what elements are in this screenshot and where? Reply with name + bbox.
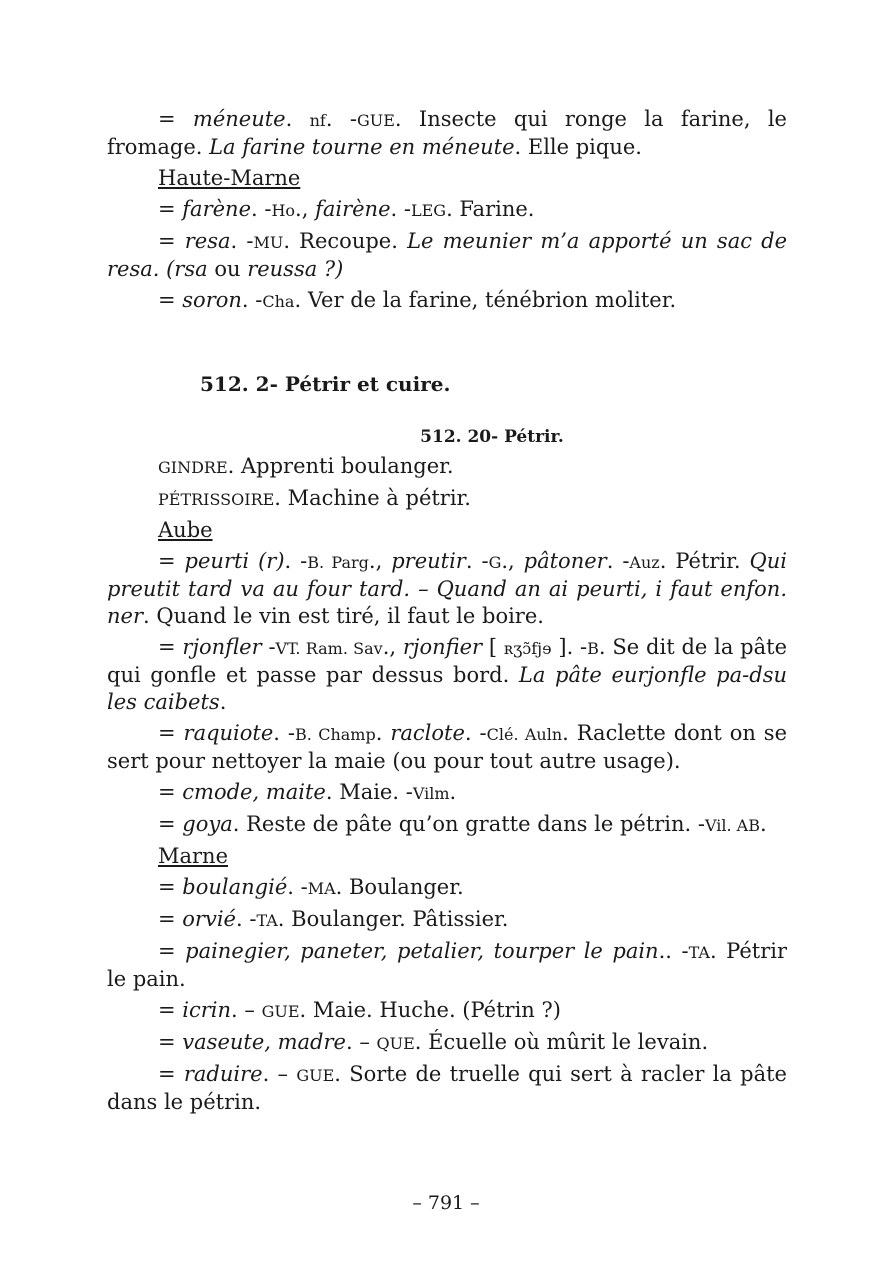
text-segment: = [158, 812, 183, 836]
text-segment: = [158, 549, 185, 573]
text-segment: = [158, 875, 183, 899]
italic-term: icrin [182, 998, 232, 1022]
entry-painegier [107, 938, 787, 993]
text-segment: . - [390, 197, 411, 221]
italic-term: La farine tourne en méneute [209, 135, 515, 159]
italic-term: rjonfier [402, 635, 483, 659]
italic-term: farène [182, 197, 251, 221]
entry-resa [107, 228, 787, 283]
text-segment: . Reste de pâte qu’on gratte dans le pétrin. - [232, 812, 705, 836]
text-segment: = [158, 107, 193, 131]
italic-term: soron [182, 288, 242, 312]
italic-term: Le meunier m’a apporté un sac de resa. (rsa [107, 229, 787, 281]
document-page [107, 106, 787, 1120]
text-segment: . Farine. [446, 197, 535, 221]
italic-term: orvié [182, 907, 236, 931]
text-segment: . [219, 690, 227, 714]
text-segment: . Raclette dont on se sert pour nettoyer la maie (ou pour tout autre usage). [107, 721, 788, 773]
abbreviation: B [587, 639, 599, 658]
entry-farene [107, 196, 787, 224]
text-segment: . Insecte qui ronge la farine, le fromage. [107, 107, 787, 159]
text-segment: = [158, 998, 183, 1022]
italic-term: reussa ?) [247, 257, 344, 281]
italic-term: Qui preutit tard va au four tard. – Quand an ai peurti, i faut enfon. ner [107, 549, 787, 628]
abbreviation: Vil. AB [705, 816, 760, 835]
abbreviation: Clé. Auln [486, 725, 563, 744]
italic-term: raclote [390, 721, 465, 745]
entry-goya [107, 811, 787, 839]
italic-term: raquiote [183, 721, 274, 745]
text-segment: ., [368, 549, 392, 573]
abbreviation: MA [307, 879, 336, 898]
entry-rjonfler [107, 634, 787, 716]
italic-term: fairène [315, 197, 391, 221]
abbreviation: Auz [629, 553, 660, 572]
text-segment: . – [262, 1062, 297, 1086]
entry-icrin [107, 997, 787, 1025]
abbreviation: GUE [296, 1066, 335, 1085]
entry-cmode [107, 779, 787, 807]
italic-term: resa [184, 229, 231, 253]
italic-term: rjonfler [182, 635, 262, 659]
italic-term: painegier, paneter, petalier, tourper le pain [185, 939, 659, 963]
italic-term: vaseute, madre [182, 1030, 346, 1054]
entry-raquiote [107, 720, 787, 775]
text-segment: . - [230, 229, 254, 253]
text-segment: . - [235, 907, 257, 931]
subsection-heading: 512. 20- Pétrir. [420, 427, 564, 447]
text-segment: . – [345, 1030, 377, 1054]
italic-term: méneute [192, 107, 286, 131]
text-segment: . Apprenti boulanger. [227, 454, 454, 478]
italic-term: boulangié [182, 875, 288, 899]
abbreviation: PÉTRISSOIRE [158, 490, 275, 509]
region-heading: Aube [158, 518, 213, 542]
abbreviation: MU [253, 233, 284, 252]
text-segment: . [375, 721, 391, 745]
entry-gindre [107, 453, 787, 481]
italic-term: preutir [391, 549, 466, 573]
italic-term: peurti (r) [184, 549, 285, 573]
abbreviation: TA [688, 943, 710, 962]
text-segment: . Se dit de la pâte qui gonfle et passe par dessus bord. [107, 635, 788, 687]
text-segment: . Pétrir. [659, 549, 750, 573]
text-segment: . Pétrir le pain. [107, 939, 787, 991]
entry-soron [107, 287, 787, 315]
abbreviation: ʀʒɔ̃fjɘ [503, 639, 552, 658]
text-segment: . [760, 812, 767, 836]
text-segment: . Maie. - [325, 780, 413, 804]
text-segment: . Recoupe. [283, 229, 408, 253]
abbreviation: B. Parg [307, 553, 369, 572]
abbreviation: VT. Ram. Sav [275, 639, 383, 658]
entry-peurti [107, 548, 787, 630]
abbreviation: LEG [410, 201, 447, 220]
italic-term: pâtoner [523, 549, 607, 573]
text-segment: . - [251, 197, 272, 221]
text-segment: .. - [658, 939, 689, 963]
text-segment: ., [501, 549, 524, 573]
text-segment: . [449, 780, 457, 804]
abbreviation: B. Champ [295, 725, 376, 744]
text-segment: . Écuelle où mûrit le levain. [414, 1030, 709, 1054]
abbreviation: GINDRE [158, 458, 228, 477]
abbreviation: Vilm [412, 784, 450, 803]
text-segment: ., [295, 197, 316, 221]
text-segment: . - [273, 721, 296, 745]
text-segment: ]. - [551, 635, 588, 659]
abbreviation: GUE [356, 111, 395, 130]
text-segment: = [158, 197, 183, 221]
abbreviation: GUE [261, 1002, 300, 1021]
text-segment: ou [207, 257, 248, 281]
text-segment: . Boulanger. [335, 875, 464, 899]
text-segment: . Machine à pétrir. [274, 486, 471, 510]
text-segment: . Maie. Huche. (Pétrin ?) [299, 998, 561, 1022]
section-heading: 512. 2- Pétrir et cuire. [200, 372, 451, 396]
page-number: – 791 – [412, 1192, 480, 1214]
text-segment: . Ver de la farine, ténébrion moliter. [294, 288, 677, 312]
italic-term: La pâte eurjonfle pa-dsu les caibets [107, 663, 787, 714]
text-segment: . – [231, 998, 262, 1022]
text-segment: = [158, 939, 186, 963]
text-segment: . Sorte de truelle qui sert à racler la pâte dans le pétrin. [107, 1062, 787, 1114]
text-segment: . - [606, 549, 630, 573]
text-segment: . Elle pique. [514, 135, 642, 159]
entry-petrissoire [107, 485, 787, 513]
text-segment: . - [241, 288, 263, 312]
text-segment: = [158, 907, 183, 931]
text-segment: = [158, 229, 185, 253]
entries-bottom [107, 453, 787, 1116]
text-segment: . - [287, 875, 308, 899]
text-segment: - [261, 635, 276, 659]
entry-boulangie [107, 874, 787, 902]
text-segment: . [285, 107, 310, 131]
abbreviation: G [488, 553, 502, 572]
text-segment: . - [464, 721, 487, 745]
text-segment: = [158, 780, 183, 804]
text-segment: = [158, 288, 183, 312]
abbreviation: TA [256, 911, 278, 930]
italic-term: cmode, maite [182, 780, 326, 804]
text-segment: = [158, 1030, 183, 1054]
entry-vaseute [107, 1029, 787, 1057]
entries-top [107, 106, 787, 315]
entry-raduire [107, 1061, 787, 1116]
text-segment: . Boulanger. Pâtissier. [277, 907, 509, 931]
region-heading: Marne [158, 844, 229, 868]
abbreviation: Cha [262, 292, 295, 311]
text-segment: ., [382, 635, 403, 659]
italic-term: raduire [183, 1062, 263, 1086]
italic-term: goya [182, 812, 233, 836]
abbreviation: nf [309, 111, 326, 130]
entry-orvie [107, 906, 787, 934]
text-segment: = [158, 635, 183, 659]
text-segment: . - [325, 107, 357, 131]
text-segment: . - [284, 549, 308, 573]
abbreviation: Ho [271, 201, 296, 220]
text-segment: = [158, 721, 184, 745]
text-segment: . Quand le vin est tiré, il faut le boire. [143, 604, 544, 628]
text-segment: = [158, 1062, 184, 1086]
abbreviation: QUE [376, 1034, 415, 1053]
text-segment: [ [482, 635, 504, 659]
region-heading: Haute-Marne [158, 166, 301, 190]
text-segment: . - [465, 549, 489, 573]
entry-meneute [107, 106, 787, 161]
